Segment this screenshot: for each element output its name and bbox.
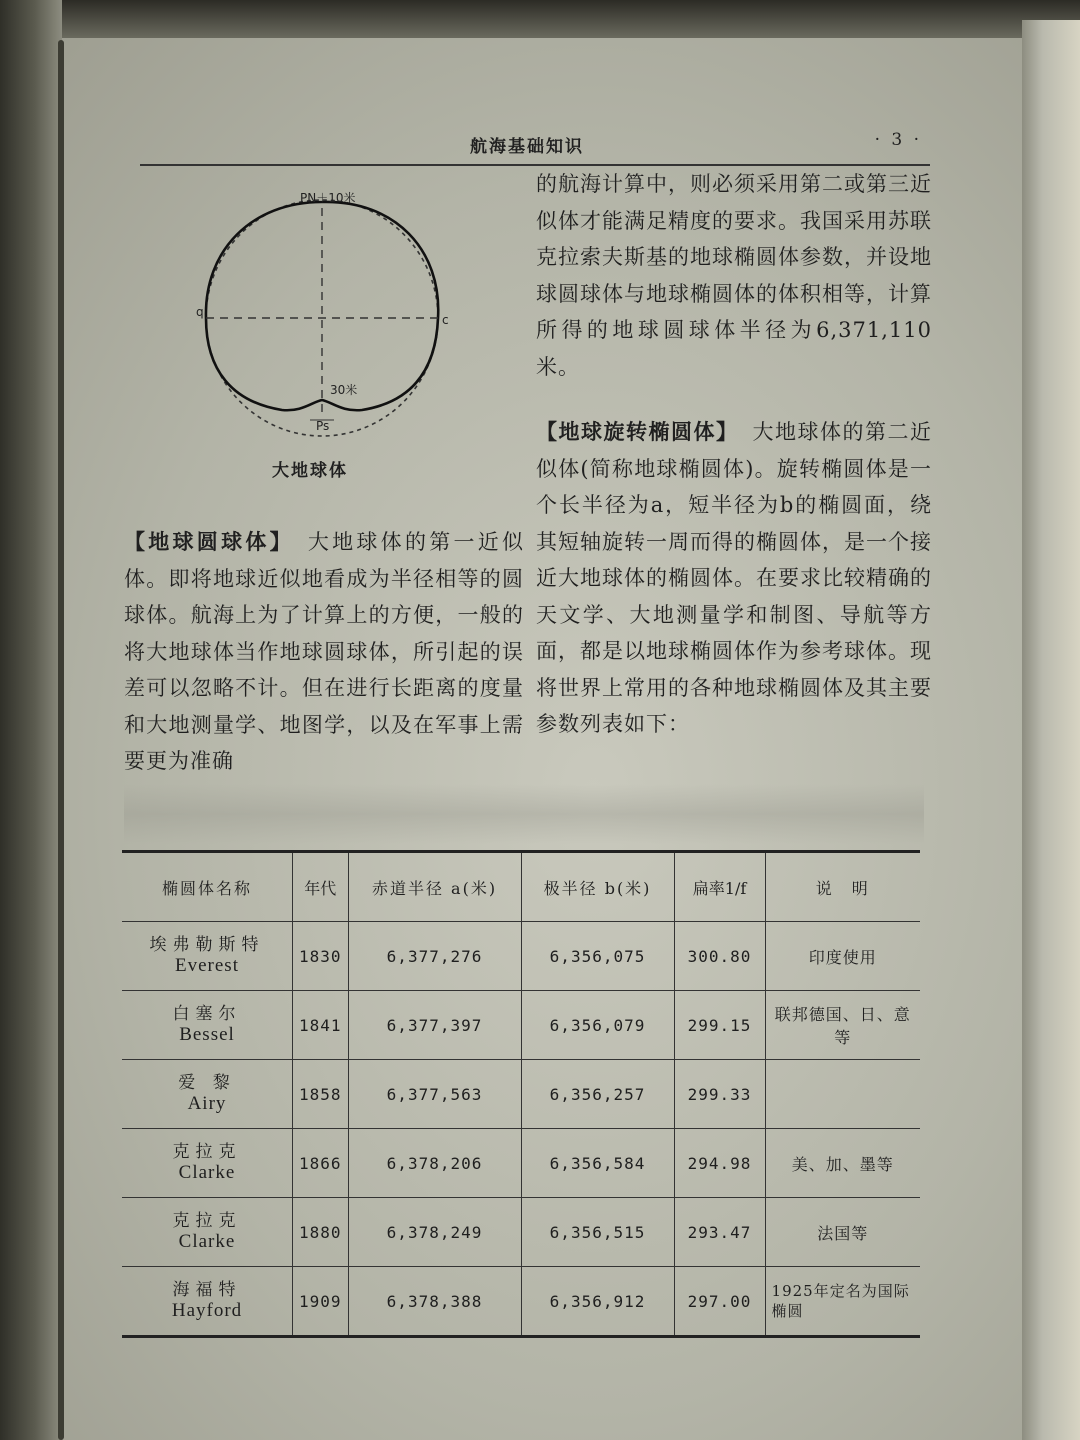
name-cn: 爱 黎 bbox=[178, 1073, 236, 1093]
book-spine bbox=[58, 40, 64, 1440]
cell-name bbox=[122, 1267, 293, 1337]
cell-equatorial: 6,378,388 bbox=[348, 1267, 521, 1337]
ellipsoid-paragraph bbox=[536, 414, 932, 743]
figure-caption: 大地球体 bbox=[272, 461, 348, 481]
ellipsoid-table bbox=[122, 850, 920, 1338]
cell-polar: 6,356,584 bbox=[521, 1129, 674, 1198]
facing-page-edge bbox=[0, 0, 62, 1440]
sphere-paragraph bbox=[124, 524, 524, 780]
name-cn: 克拉克 bbox=[172, 1211, 242, 1231]
cell-polar: 6,356,257 bbox=[521, 1060, 674, 1129]
col-header-name: 椭圆体名称 bbox=[122, 852, 293, 922]
south-pole-label: Ps bbox=[316, 419, 330, 433]
col-header-polar: 极半径 b(米) bbox=[521, 852, 674, 922]
name-en: Clarke bbox=[178, 1162, 236, 1183]
continued-paragraph bbox=[536, 166, 932, 385]
cell-flattening: 294.98 bbox=[674, 1129, 765, 1198]
cell-note bbox=[765, 1060, 920, 1129]
cell-polar: 6,356,515 bbox=[521, 1198, 674, 1267]
table-row bbox=[122, 1129, 920, 1198]
cell-year: 1858 bbox=[293, 1060, 349, 1129]
cell-equatorial: 6,377,397 bbox=[348, 991, 521, 1060]
right-point-label: c bbox=[442, 313, 449, 327]
cell-name bbox=[122, 1198, 293, 1267]
cell-equatorial: 6,378,206 bbox=[348, 1129, 521, 1198]
name-en: Clarke bbox=[178, 1231, 236, 1252]
name-en: Bessel bbox=[179, 1024, 235, 1045]
cell-year: 1866 bbox=[293, 1129, 349, 1198]
page-right-edge bbox=[1022, 20, 1080, 1440]
name-cn: 埃弗勒斯特 bbox=[149, 935, 265, 955]
name-en: Everest bbox=[175, 955, 239, 976]
cell-note: 印度使用 bbox=[765, 922, 920, 991]
cell-name bbox=[122, 1129, 293, 1198]
name-cn: 海福特 bbox=[172, 1280, 242, 1300]
cell-name bbox=[122, 922, 293, 991]
name-cn: 克拉克 bbox=[172, 1142, 242, 1162]
cell-flattening: 300.80 bbox=[674, 922, 765, 991]
offset-label: 30米 bbox=[330, 383, 358, 397]
cell-flattening: 299.15 bbox=[674, 991, 765, 1060]
cell-flattening: 293.47 bbox=[674, 1198, 765, 1267]
ellipsoid-body: 大地球体的第二近似体(简称地球椭圆体)。旋转椭圆体是一个长半径为a，短半径为b的椭圆面，绕其短轴旋转一周而得的椭圆体，是一个接近大地球体的椭圆体。在要求比较精确的天文学、大地测量学和制图、导航等方面，都是以地球椭圆体作为参考球体。现将世界上常用的各种地球椭圆体及其主要参数列表如下： bbox=[536, 420, 932, 736]
name-en: Hayford bbox=[171, 1300, 243, 1321]
cell-flattening: 299.33 bbox=[674, 1060, 765, 1129]
cell-name bbox=[122, 991, 293, 1060]
sphere-body: 大地球体的第一近似体。即将地球近似地看成为半径相等的圆球体。航海上为了计算上的方便，一般的将大地球体当作地球圆球体，所引起的误差可以忽略不计。但在进行长距离的度量和大地测量学、地图学，以及在军事上需要更为准确 bbox=[124, 530, 525, 773]
col-header-flattening: 扁率1/f bbox=[674, 852, 765, 922]
table-row bbox=[122, 1198, 920, 1267]
table-row bbox=[122, 1060, 920, 1129]
cell-year: 1909 bbox=[293, 1267, 349, 1337]
cell-year: 1830 bbox=[293, 922, 349, 991]
header-title: 航海基础知识 bbox=[470, 137, 584, 157]
table-header-row bbox=[122, 852, 920, 922]
cell-flattening: 297.00 bbox=[674, 1267, 765, 1337]
continued-body: 的航海计算中，则必须采用第二或第三近似体才能满足精度的要求。我国采用苏联克拉索夫斯基的地球椭圆体参数，并设地球圆球体与地球椭圆体的体积相等，计算所得的地球圆球体半径为6,371,110米。 bbox=[536, 172, 932, 379]
cell-polar: 6,356,912 bbox=[521, 1267, 674, 1337]
ellipsoid-heading: 【地球旋转椭圆体】 bbox=[536, 420, 739, 444]
north-pole-label: PN＋10米 bbox=[300, 191, 356, 205]
geoid-figure bbox=[170, 180, 480, 470]
cell-note: 联邦德国、日、意等 bbox=[765, 991, 920, 1060]
name-cn: 白塞尔 bbox=[172, 1004, 242, 1024]
geoid-diagram bbox=[170, 180, 480, 470]
name-en: Airy bbox=[187, 1093, 227, 1114]
page-number: · 3 · bbox=[874, 130, 922, 150]
table-row bbox=[122, 1267, 920, 1337]
cell-year: 1841 bbox=[293, 991, 349, 1060]
cell-polar: 6,356,075 bbox=[521, 922, 674, 991]
page-top-shadow bbox=[62, 0, 1080, 38]
print-bleed-through bbox=[124, 784, 924, 844]
cell-note: 1925年定名为国际椭圆 bbox=[765, 1267, 920, 1337]
cell-year: 1880 bbox=[293, 1198, 349, 1267]
cell-note: 法国等 bbox=[765, 1198, 920, 1267]
table-row bbox=[122, 922, 920, 991]
cell-name bbox=[122, 1060, 293, 1129]
cell-equatorial: 6,378,249 bbox=[348, 1198, 521, 1267]
left-point-label: q bbox=[196, 305, 204, 319]
running-header bbox=[140, 128, 930, 166]
table-row bbox=[122, 991, 920, 1060]
cell-note: 美、加、墨等 bbox=[765, 1129, 920, 1198]
col-header-note: 说 明 bbox=[765, 852, 920, 922]
cell-polar: 6,356,079 bbox=[521, 991, 674, 1060]
sphere-heading: 【地球圆球体】 bbox=[124, 530, 294, 554]
cell-equatorial: 6,377,563 bbox=[348, 1060, 521, 1129]
cell-equatorial: 6,377,276 bbox=[348, 922, 521, 991]
col-header-equatorial: 赤道半径 a(米) bbox=[348, 852, 521, 922]
col-header-year: 年代 bbox=[293, 852, 349, 922]
